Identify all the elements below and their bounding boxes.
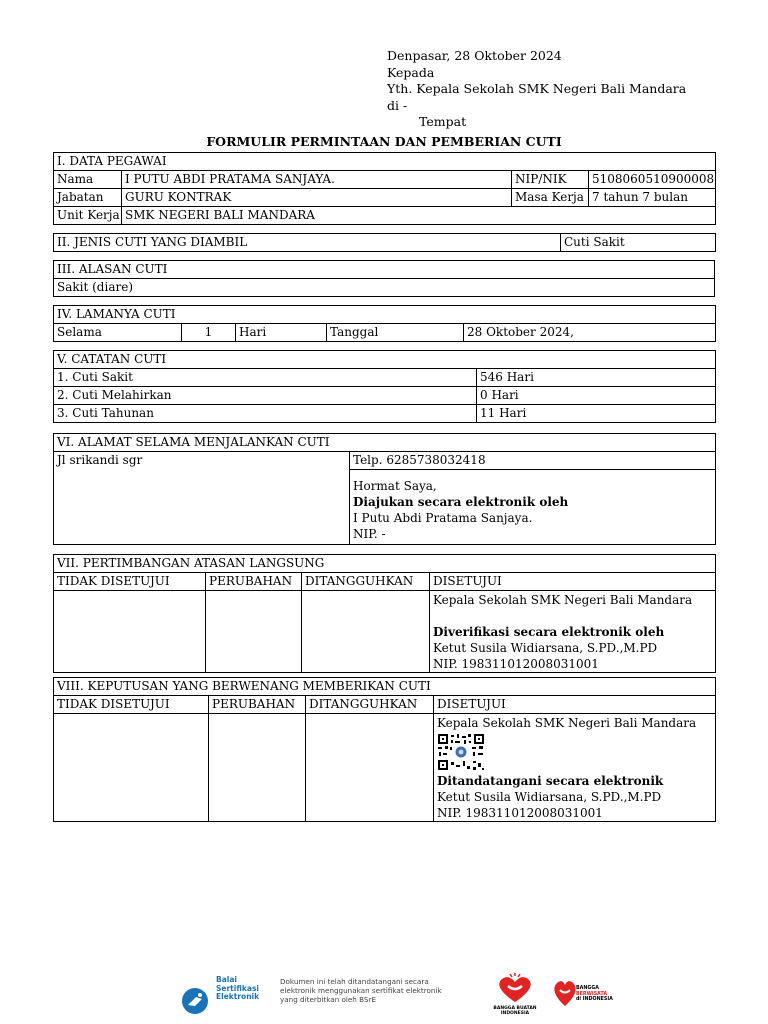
alasan-value: Sakit (diare)	[54, 279, 715, 297]
col-tidak-disetujui: TIDAK DISETUJUI	[54, 696, 209, 714]
section-heading: II. JENIS CUTI YANG DIAMBIL	[54, 234, 561, 252]
cell-empty	[54, 714, 209, 822]
masa-kerja-label: Masa Kerja	[512, 189, 589, 207]
verifier-nip: NIP. 198311012008031001	[433, 657, 599, 671]
telp-value: Telp. 6285738032418	[350, 452, 716, 470]
bangga-buatan-indonesia-logo	[490, 972, 540, 1016]
nama-label: Nama	[54, 171, 122, 189]
section-data-pegawai	[53, 152, 716, 225]
cell-empty	[302, 591, 430, 673]
catatan-label: 3. Cuti Tahunan	[54, 405, 477, 423]
catatan-label: 2. Cuti Melahirkan	[54, 387, 477, 405]
section-heading: I. DATA PEGAWAI	[54, 153, 716, 171]
nama-value: I PUTU ABDI PRATAMA SANJAYA.	[122, 171, 512, 189]
bwi-line: BANGGA	[576, 986, 599, 991]
verifier-name: Ketut Susila Widiarsana, S.PD.,M.PD	[433, 641, 658, 655]
letter-header	[387, 48, 686, 131]
bse-line: Elektronik	[216, 992, 260, 1001]
heart-icon	[490, 972, 540, 1006]
footer	[180, 972, 620, 1016]
verified-label: Diverifikasi secara elektronik oleh	[433, 625, 665, 639]
bangga-berwisata-logo	[552, 972, 620, 1016]
col-ditangguhkan: DITANGGUHKAN	[306, 696, 434, 714]
bwi-line: BERWISATA	[576, 991, 608, 997]
jabatan-label: Jabatan	[54, 189, 122, 207]
unit-kerja-label: Unit Kerja	[54, 207, 122, 225]
bbi-line: BANGGA BUATAN	[493, 1006, 537, 1011]
catatan-label: 1. Cuti Sakit	[54, 369, 477, 387]
unit-kerja-value: SMK NEGERI BALI MANDARA	[122, 207, 716, 225]
applicant-nip: NIP. -	[353, 527, 386, 541]
hormat-saya: Hormat Saya,	[353, 479, 437, 493]
selama-label: Selama	[54, 324, 182, 342]
col-tidak-disetujui: TIDAK DISETUJUI	[54, 573, 206, 591]
cell-empty	[206, 591, 302, 673]
tempat-label: Tempat	[419, 114, 467, 129]
notice-line: Dokumen ini telah ditandatangani secara	[280, 977, 429, 986]
heart-icon	[552, 972, 578, 1012]
signed-label: Ditandatangani secara elektronik	[437, 774, 664, 788]
bsre-notice	[280, 977, 480, 1004]
verifier-signature	[430, 591, 716, 673]
form-title: FORMULIR PERMINTAAN DAN PEMBERIAN CUTI	[206, 134, 562, 149]
section-heading: V. CATATAN CUTI	[54, 351, 716, 369]
approver-jabatan: Kepala Sekolah SMK Negeri Bali Mandara	[437, 716, 697, 730]
section-heading: VII. PERTIMBANGAN ATASAN LANGSUNG	[54, 555, 716, 573]
section-heading: VI. ALAMAT SELAMA MENJALANKAN CUTI	[54, 434, 716, 452]
hari-unit: Hari	[236, 324, 327, 342]
col-perubahan: PERUBAHAN	[209, 696, 306, 714]
place-date: Denpasar, 28 Oktober 2024	[387, 48, 562, 63]
kepada-label: Kepada	[387, 64, 435, 80]
applicant-signature	[350, 470, 716, 545]
col-disetujui: DISETUJUI	[430, 573, 716, 591]
section-heading: VIII. KEPUTUSAN YANG BERWENANG MEMBERIKAN CUTI	[54, 678, 716, 696]
bbi-caption	[490, 1006, 540, 1016]
catatan-value: 546 Hari	[477, 369, 716, 387]
masa-kerja-value: 7 tahun 7 bulan	[589, 189, 716, 207]
tanggal-value: 28 Oktober 2024,	[464, 324, 716, 342]
notice-line: elektronik menggunakan sertifikat elektronik	[280, 986, 442, 995]
section-lamanya-cuti	[53, 305, 716, 342]
bwi-line: di INDONESIA	[576, 997, 613, 1002]
alamat-value: Jl srikandi sgr	[54, 452, 350, 545]
catatan-value: 0 Hari	[477, 387, 716, 405]
col-disetujui: DISETUJUI	[434, 696, 716, 714]
bse-line: Sertifikasi	[216, 983, 259, 993]
bse-name	[216, 976, 259, 1002]
bse-line: Balai	[216, 975, 237, 984]
qr-code-icon	[437, 733, 485, 771]
tanggal-label: Tanggal	[327, 324, 464, 342]
cell-empty	[306, 714, 434, 822]
approver-nip: NIP. 198311012008031001	[437, 806, 603, 820]
jenis-cuti-value: Cuti Sakit	[561, 234, 716, 252]
section-heading: III. ALASAN CUTI	[54, 261, 715, 279]
cell-empty	[54, 591, 206, 673]
section-catatan-cuti	[53, 350, 716, 423]
col-perubahan: PERUBAHAN	[206, 573, 302, 591]
bbi-line: INDONESIA	[500, 1011, 530, 1016]
cell-empty	[209, 714, 306, 822]
approver-signature	[434, 714, 716, 822]
notice-line: yang diterbitkan oleh BSrE	[280, 995, 376, 1004]
section-keputusan	[53, 677, 716, 822]
di-label: di -	[387, 97, 408, 113]
jabatan-value: GURU KONTRAK	[122, 189, 512, 207]
bwi-caption	[576, 986, 620, 1003]
section-pertimbangan-atasan	[53, 554, 716, 673]
nip-value: 5108060510900008	[589, 171, 716, 189]
catatan-value: 11 Hari	[477, 405, 716, 423]
applicant-name: I Putu Abdi Pratama Sanjaya.	[353, 511, 533, 525]
section-heading: IV. LAMANYA CUTI	[54, 306, 716, 324]
section-alamat	[53, 433, 716, 545]
col-ditangguhkan: DITANGGUHKAN	[302, 573, 430, 591]
approver-name: Ketut Susila Widiarsana, S.PD.,M.PD	[437, 790, 662, 804]
section-alasan-cuti	[53, 260, 715, 297]
section-jenis-cuti	[53, 233, 716, 252]
selama-value: 1	[182, 324, 236, 342]
verifier-jabatan: Kepala Sekolah SMK Negeri Bali Mandara	[433, 593, 693, 607]
nip-label: NIP/NIK	[512, 171, 589, 189]
recipient: Yth. Kepala Sekolah SMK Negeri Bali Mandara	[387, 81, 687, 96]
diajukan-label: Diajukan secara elektronik oleh	[353, 495, 569, 509]
